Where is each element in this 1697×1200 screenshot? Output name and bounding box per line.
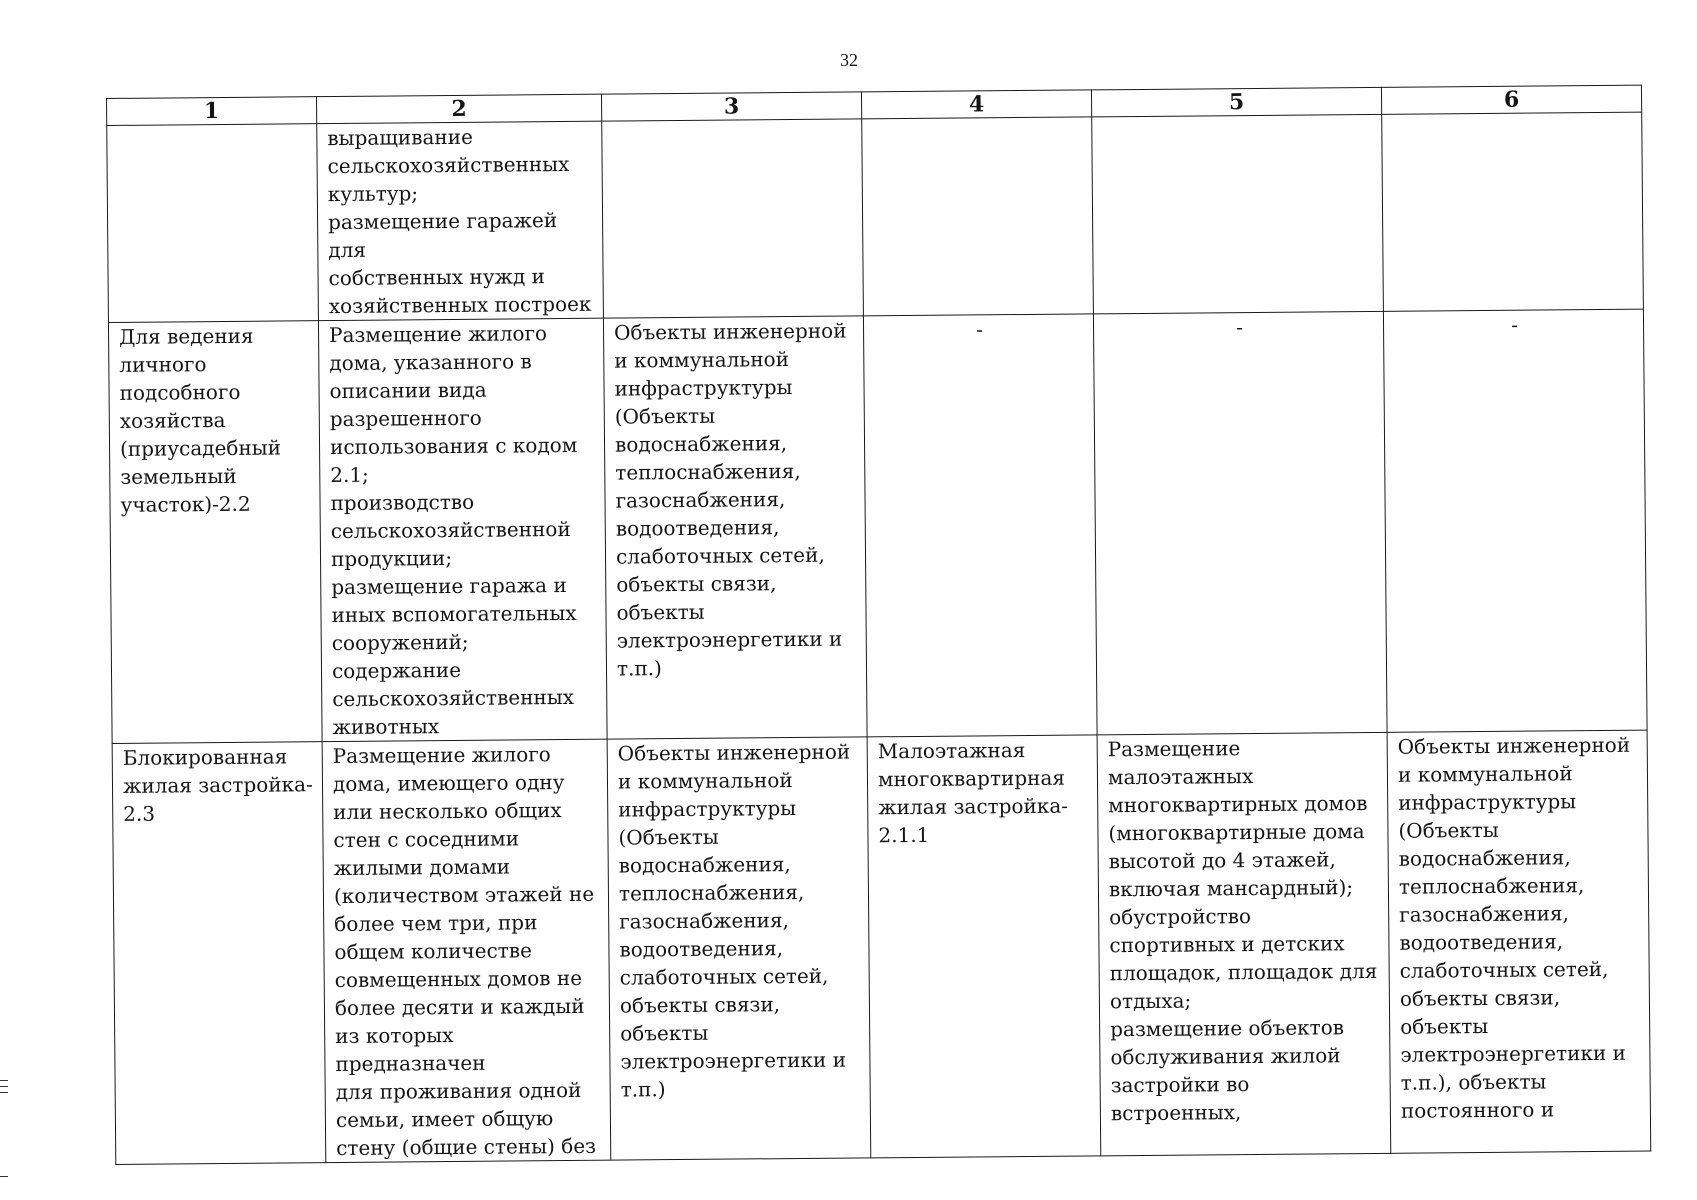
table-cell: Для ведения личного подсобного хозяйства (приусадебный земельный участок)-2.2 — [108, 321, 322, 744]
header-cell: 2 — [316, 94, 601, 123]
header-cell: 5 — [1091, 87, 1381, 117]
table-cell: Объекты инженерной и коммунальной инфраструктуры (Объекты водоснабжения, теплоснабжения, газоснабжения, водоотведения, слаботочных сетей, объекты связи, объекты электроэнергетики и т.п.), объекты постоянного и — [1387, 730, 1651, 1153]
table-cell: Размещение малоэтажных многоквартирных домов (многоквартирные дома высотой до 4 этажей, включая мансардный); обустройство спортивных и детских площадок, площадок для отдыха; размещение объектов обслуживания жилой застройки во встроенных, — [1097, 732, 1391, 1156]
table-cell: - — [1093, 311, 1387, 735]
table-cell: выращивание сельскохозяйственных культур; размещение гаражей для собственных нужд и хозяйственных построек — [317, 121, 604, 320]
table-cell — [602, 119, 864, 318]
scan-margin-mark — [0, 1086, 8, 1087]
scan-margin-mark — [0, 1176, 8, 1177]
header-cell: 3 — [601, 92, 861, 121]
scan-margin-mark — [0, 1092, 8, 1093]
zoning-table — [106, 85, 1651, 1165]
table-cell: Блокированная жилая застройка- 2.3 — [112, 742, 326, 1165]
table-cell: Размещение жилого дома, указанного в описании вида разрешенного использования с кодом 2.1; производство сельскохозяйственной продукции; размещение гаража и иных вспомогательных сооружений; содержание сельскохозяйственных животных — [318, 318, 607, 741]
table-cell — [107, 124, 319, 323]
table-row — [107, 112, 1644, 322]
table-cell: - — [1383, 309, 1647, 732]
table-row — [108, 309, 1647, 743]
table-cell: Размещение жилого дома, имеющего одну или несколько общих стен с соседними жилыми домами (количеством этажей не более чем три, при общем количестве совмещенных домов не более десяти и каждый из которых предназначен для проживания одной семьи, имеет общую стену (общие стены) без — [322, 739, 611, 1162]
table-cell — [1382, 112, 1644, 311]
table-cell — [862, 117, 1094, 316]
table-cell: Объекты инженерной и коммунальной инфраструктуры (Объекты водоснабжения, теплоснабжения, газоснабжения, водоотведения, слаботочных сетей, объекты связи, объекты электроэнергетики и т.п.) — [603, 316, 867, 739]
header-cell: 6 — [1381, 85, 1641, 114]
header-cell: 1 — [107, 97, 317, 126]
table-row — [112, 730, 1651, 1164]
table-cell: Объекты инженерной и коммунальной инфраструктуры (Объекты водоснабжения, теплоснабжения, газоснабжения, водоотведения, слаботочных сетей, объекты связи, объекты электроэнергетики и т.п.) — [607, 737, 871, 1160]
table-cell: - — [863, 314, 1097, 737]
table-cell: Малоэтажная многоквартирная жилая застройка- 2.1.1 — [867, 735, 1101, 1158]
page-number: 32 — [840, 50, 858, 70]
header-cell: 4 — [861, 90, 1091, 119]
scan-margin-mark — [0, 1080, 8, 1081]
table-cell — [1092, 114, 1384, 314]
